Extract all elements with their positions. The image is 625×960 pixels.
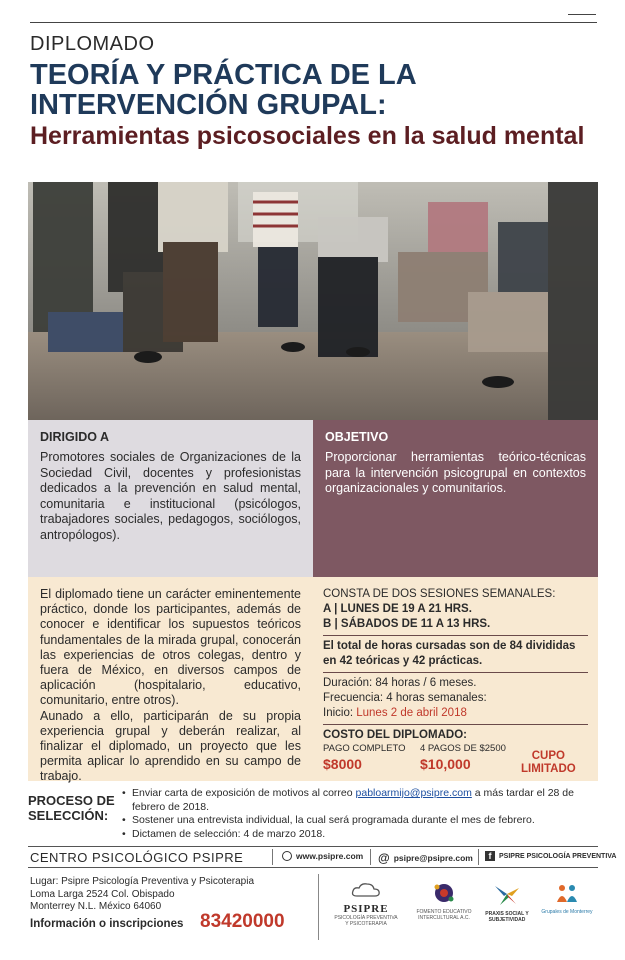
proceso-item-2: • Sostener una entrevista individual, la cual será programada durante el mes de febrero. [122, 814, 598, 828]
inicio [323, 706, 588, 721]
proceso-item-3: • Dictamen de selección: 4 de marzo 2018. [122, 828, 598, 842]
proceso-label-2: SELECCIÓN: [28, 808, 109, 823]
dirigido-heading: DIRIGIDO A [40, 430, 109, 444]
costo-titulo: COSTO DEL DIPLOMADO: [323, 729, 467, 741]
facebook-text: PSIPRE PSICOLOGÍA PREVENTIVA [499, 852, 617, 860]
proceso-item-1 [122, 787, 598, 814]
group-photo [28, 182, 598, 420]
sesion-b: B | SÁBADOS DE 11 A 13 HRS. [323, 618, 491, 630]
descripcion-paragraph-1: El diplomado tiene un carácter eminentemente práctico, donde los participantes, además de conocer e identificar los supuestos teóricos fundamentales de la mirada grupal, conocerán las experiencias de otros colegas, dentro y fuera de México, en diversos campos de aplicación (hospitalario, educativo, comunitario, entre otros). [40, 587, 301, 708]
praxis-spiral-icon [494, 882, 520, 906]
web-contact[interactable] [282, 851, 363, 861]
cost-row [323, 743, 588, 787]
descripcion-paragraph-2: Aunado a ello, participarán de su propia experiencia grupal y deberán realizar, al finalizar el diplomado, un proyecto que les permita aplicar lo aprendido en su campo de trabajo. [40, 708, 301, 784]
cupo-line-2: LIMITADO [521, 763, 576, 775]
proceso-label [28, 793, 120, 823]
proceso-item-1-post: a más tardar el 28 de febrero de 2018. [132, 787, 574, 813]
divider [323, 672, 588, 673]
center-name: CENTRO PSICOLÓGICO PSIPRE [30, 850, 244, 865]
praxis-logo-text: PRAXIS SOCIAL Y SUBJETIVIDAD [485, 911, 529, 923]
grupales-people-icon [555, 882, 579, 904]
pagos-parciales [420, 743, 506, 772]
objetivo-text: Proporcionar herramientas teórico-técnicas para la intervención psicogrupal en contextos organizacionales y comunitarios. [325, 450, 586, 495]
divider [323, 724, 588, 725]
email-text: psipre@psipre.com [393, 853, 473, 863]
objetivo-heading: OBJETIVO [325, 430, 389, 444]
email-link[interactable]: pabloarmijo@psipre.com [355, 787, 472, 799]
psipre-logo [333, 882, 399, 927]
frecuencia: Frecuencia: 4 horas semanales: [323, 692, 487, 704]
top-rule [30, 22, 597, 23]
psipre-logo-subtitle: PSICOLOGÍA PREVENTIVA Y PSICOTERAPIA [334, 915, 398, 927]
kicker: DIPLOMADO [30, 33, 155, 55]
top-rule-tick [568, 14, 596, 20]
grupales-logo-text: Grupales de Monterrey [541, 909, 593, 915]
footer-rule [28, 867, 598, 868]
inicio-label: Inicio: [323, 707, 357, 719]
sesion-a: A | LUNES DE 19 A 21 HRS. [323, 603, 472, 615]
divider [370, 849, 371, 865]
cupo-limitado [521, 750, 576, 776]
fomento-logo-text: FOMENTO EDUCATIVO INTERCULTURAL A.C. [416, 909, 472, 921]
proceso-item-1-pre: Enviar carta de exposición de motivos al correo [132, 787, 356, 799]
grupales-logo [538, 882, 596, 915]
fomento-logo [411, 882, 477, 921]
divider [272, 849, 273, 865]
facebook-contact[interactable] [485, 851, 616, 861]
total-horas: El total de horas cursadas son de 84 divididas en 42 teóricas y 42 prácticas. [323, 640, 576, 667]
at-icon: @ [378, 851, 390, 865]
pago-completo-label: PAGO COMPLETO [323, 743, 406, 754]
divider [478, 849, 479, 865]
sesiones-intro: CONSTA DE DOS SESIONES SEMANALES: [323, 588, 556, 600]
descripcion-box [28, 577, 313, 784]
praxis-logo [482, 882, 532, 923]
globe-icon [282, 851, 292, 861]
address [30, 876, 254, 914]
facebook-icon: f [485, 851, 495, 861]
footer-rule [28, 846, 598, 847]
psipre-logo-text: PSIPRE [343, 903, 389, 915]
page-subtitle: Herramientas psicosociales en la salud mental [30, 122, 585, 150]
address-line-3: Monterrey N.L. México 64060 [30, 901, 162, 912]
address-line-2: Loma Larga 2524 Col. Obispado [30, 888, 175, 900]
web-text: www.psipre.com [296, 851, 364, 861]
info-label: Información o inscripciones [30, 918, 184, 930]
page-title: TEORÍA Y PRÁCTICA DE LA INTERVENCIÓN GRUPAL: [30, 59, 416, 121]
divider [323, 635, 588, 636]
objetivo-box [313, 420, 598, 577]
duracion: Duración: 84 horas / 6 meses. [323, 677, 477, 689]
dirigido-text: Promotores sociales de Organizaciones de la Sociedad Civil, docentes y profesionistas dedicados a la prevención en salud mental, comunitaria e institucional (psicólogos, trabajadores sociales, pedagogos, sociólogos, antropólogos). [40, 450, 301, 542]
pagos-valor: $10,000 [420, 756, 471, 772]
inicio-fecha: Lunes 2 de abril 2018 [356, 707, 467, 719]
pagos-label: 4 PAGOS DE $2500 [420, 743, 506, 754]
proceso-label-1: PROCESO DE [28, 793, 115, 808]
divider [318, 874, 319, 940]
sesiones-box [313, 577, 598, 781]
fomento-emblem-icon [432, 882, 456, 904]
cupo-line-1: CUPO [531, 750, 565, 762]
proceso-list [122, 787, 598, 841]
dirigido-box [28, 420, 313, 577]
cloud-icon [351, 882, 381, 898]
phone-number: 83420000 [200, 911, 285, 932]
pago-completo [323, 743, 406, 772]
pago-completo-valor: $8000 [323, 756, 362, 772]
email-contact[interactable] [378, 851, 473, 865]
address-line-1: Lugar: Psipre Psicología Preventiva y Psicoterapia [30, 876, 255, 887]
